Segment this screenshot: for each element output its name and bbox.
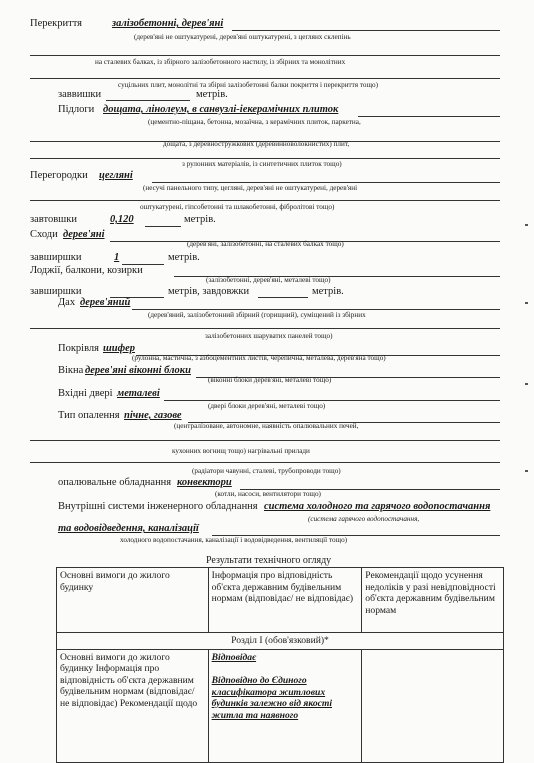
floors-caption-3: суцільних плит, монолітні та збірні залізобетонні балки покриття і перекриття тощо) — [118, 81, 378, 89]
stairs-caption: (дерев'яні, залізобетонні, на сталевих балках тощо) — [187, 240, 344, 248]
partitions-thickness-label: завтовшки — [30, 214, 77, 225]
heating-caption-3: (радіатори чавунні, сталеві, трубопроводи тощо) — [192, 467, 341, 475]
row-compliance — [208, 649, 362, 762]
flooring-caption-2: дощата, з деревностружкових (деревинноволокнистих) плит, — [163, 140, 350, 148]
covering-label: Покрівля — [58, 343, 99, 354]
stairs-width-value: 1 — [114, 252, 120, 263]
partitions-thickness-unit: метрів. — [184, 214, 216, 225]
stairs-value: дерев'яні — [63, 229, 105, 240]
systems-value-2: та водовідведення, каналізації — [58, 523, 199, 534]
heating-caption-1: (централізоване, автономне, наявність опалювальних печей, — [174, 422, 359, 430]
floors-caption-1: (дерев'яні не оштукатурені, дерев'яні оштукатурені, з цеглянх склепінь — [134, 33, 351, 41]
systems-caption-1: (система гарячого водопостачання, — [308, 515, 420, 523]
floors-height-unit: метрів. — [196, 89, 228, 100]
heating-equipment-label: опалювальне обладнання — [58, 477, 172, 488]
stairs-label: Сходи — [30, 229, 58, 240]
roof-value: дерев'яний — [80, 297, 131, 308]
floors-height-label: заввишки — [58, 89, 102, 100]
header-compliance: Інформація про відповідність об'єкта державним будівельним нормам (відповідає/ не відповідає) — [208, 568, 362, 633]
roof-caption-1: (дерев'яний, залізобетонний збірний (горищний), суміщений із збірних — [148, 311, 366, 319]
heating-value: пічне, газове — [124, 410, 182, 421]
systems-label: Внутрішні системи інженерного обладнання — [58, 501, 258, 512]
roof-label: Дах — [58, 297, 76, 308]
loggias-width-unit: метрів, завдовжки — [168, 286, 250, 297]
header-requirements: Основні вимоги до жилого будинку — [57, 568, 209, 633]
floors-caption-2: на сталевих балках, із збірного залізобетонного настилу, із збірних та монолітних — [95, 58, 346, 66]
systems-caption-2: холодного водопостачання, каналізації і водовідведення, вентиляції тощо) — [120, 536, 348, 544]
roof-caption-2: залізобетонних шаруватих панелей тощо) — [205, 332, 333, 340]
windows-caption: (віконні блоки дерев'яні, металеві тощо) — [208, 376, 332, 384]
heating-equipment-value: конвектори — [177, 477, 232, 488]
partitions-caption-2: оштукатурені, гіпсобетонні та шлакобетонні, фібролітові тощо) — [140, 203, 335, 211]
flooring-value: дощата, лінолеум, в санвузлі-іекерамічних плиток — [103, 104, 339, 115]
row-compliance-status: Відповідає — [211, 651, 257, 663]
covering-caption: (рулонна, мастична, з азбоцементних листів, черепична, металева, дерев'яна тощо) — [132, 354, 386, 362]
partitions-thickness-value: 0,120 — [110, 214, 134, 225]
table-header-row — [57, 568, 504, 633]
doors-label: Вхідні двері — [58, 388, 113, 399]
windows-value: дерев'яні віконні блоки — [85, 365, 191, 376]
windows-label: Вікна — [58, 365, 84, 376]
section-title: Розділ I (обов'язковий)* — [57, 633, 504, 650]
flooring-caption-1: (цементно-піщана, бетонна, мозаїчна, з керамічних плиток, паркетна, — [148, 118, 361, 126]
loggias-caption: (залізобетонні, дерев'яні, металеві тощо) — [206, 276, 331, 284]
row-recommendations — [362, 649, 504, 762]
doors-value: металеві — [117, 388, 160, 399]
partitions-caption-1: (несучі панельного типу, цегляні, дерев'яні не оштукатурені, дерев'яні — [143, 184, 358, 192]
covering-value: шифер — [103, 343, 136, 354]
partitions-value: цегляні — [99, 170, 133, 181]
heating-label: Тип опалення — [58, 410, 120, 421]
doors-caption: (двері блоки дерев'яні, металеві тощо) — [208, 402, 326, 410]
stairs-width-label: завширшки — [30, 252, 82, 263]
loggias-width-label: завширшки — [30, 286, 82, 297]
loggias-length-unit: метрів. — [312, 286, 344, 297]
section-row — [57, 633, 504, 650]
partitions-label: Перегородки — [30, 170, 88, 181]
row-requirements: Основні вимоги до жилого будинку Інформація про відповідність об'єкта державним будівельним нормам (відповідає/ не відповідає) Рекомендації щодо — [57, 649, 209, 762]
flooring-caption-3: з рулонних матеріалів, із синтетичних плиток тощо) — [182, 160, 342, 168]
flooring-label: Підлоги — [58, 104, 95, 115]
heating-caption-2: кухонних вогнищ тощо) нагрівальні прилади — [172, 447, 310, 455]
row-compliance-note: Відповідно до Єдиного класифікатора житлових будинків залежно від якості житла та наявного — [211, 675, 333, 721]
inspection-table — [56, 567, 504, 763]
systems-value-1: система холодного та гарячого водопостачання — [264, 501, 491, 512]
header-recommendations: Рекомендації щодо усунення недоліків у разі невідповідності об'єкта державним будівельним нормам — [362, 568, 504, 633]
floors-label: Перекриття — [30, 18, 82, 29]
table-row — [57, 649, 504, 762]
loggias-label: Лоджії, балкони, козирки — [30, 265, 143, 276]
heating-equipment-caption: (котли, насоси, вентилятори тощо) — [215, 490, 321, 498]
stairs-width-unit: метрів. — [168, 252, 200, 263]
floors-value: залізобетонні, дерев'яні — [112, 18, 224, 29]
inspection-title: Результати технічного огляду — [206, 555, 332, 566]
